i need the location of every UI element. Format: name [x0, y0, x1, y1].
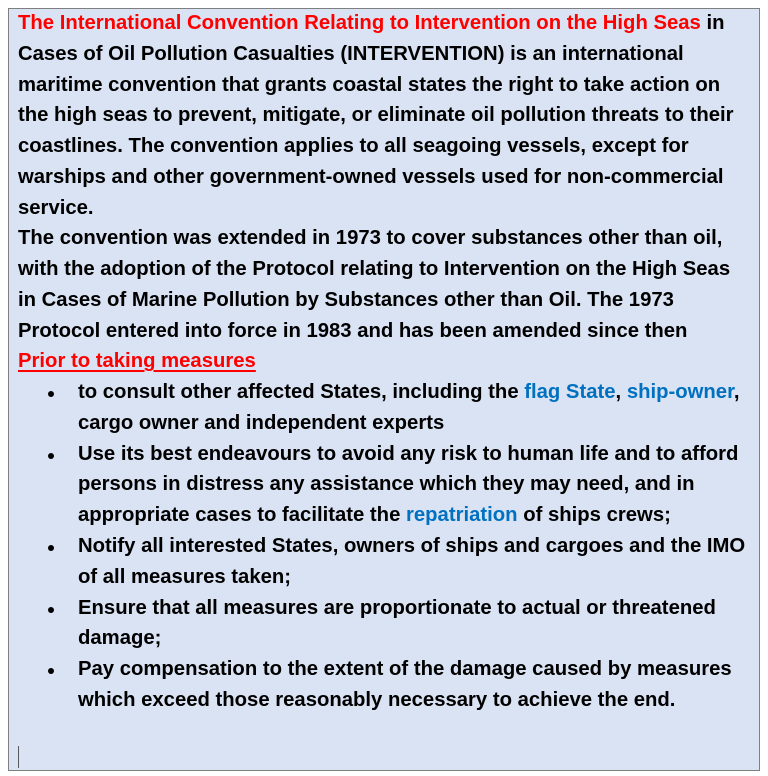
bullet-icon: [48, 607, 54, 613]
text-line: [18, 100, 745, 131]
text-run: of ships crews;: [517, 504, 671, 527]
text-line: [18, 39, 745, 70]
text-run: warships and other government-owned vessels used for non-commercial: [18, 165, 724, 188]
text-line: [18, 223, 745, 254]
text-line: [18, 131, 745, 162]
text-line: [78, 593, 745, 624]
text-run: Ensure that all measures are proportionate to actual or threatened: [78, 596, 716, 619]
text-line: [78, 500, 745, 531]
text-line: [78, 654, 745, 685]
text-line: [18, 316, 745, 347]
measures-heading-text: Prior to taking measures: [18, 350, 256, 373]
text-line: [18, 285, 745, 316]
text-run: maritime convention that grants coastal states the right to take action on: [18, 73, 721, 96]
text-line: [18, 70, 745, 101]
text-line: [78, 531, 745, 562]
bullet-icon: [48, 545, 54, 551]
text-line: [78, 623, 745, 654]
text-line: [78, 377, 745, 408]
text-run: The convention was extended in 1973 to cover substances other than oil,: [18, 227, 723, 250]
term-flag-state: flag State: [524, 381, 616, 404]
intro-paragraph: [18, 8, 745, 223]
text-line: [18, 162, 745, 193]
bullet-icon: [48, 391, 54, 397]
text-line: [78, 685, 745, 716]
text-run: Notify all interested States, owners of ships and cargoes and the IMO: [78, 535, 746, 558]
term-repatriation: repatriation: [406, 504, 518, 527]
term-ship-owner: ship-owner: [626, 381, 734, 404]
measures-heading: [18, 346, 745, 377]
list-item: [18, 593, 745, 655]
list-item: [18, 377, 745, 439]
text-line: [78, 469, 745, 500]
text-line: [78, 408, 745, 439]
text-run: Protocol entered into force in 1983 and has been amended since then: [18, 319, 688, 342]
bullet-icon: [48, 668, 54, 674]
text-run: which exceed those reasonably necessary to achieve the end.: [78, 688, 676, 711]
text-run: damage;: [78, 627, 162, 650]
text-run: in Cases of Marine Pollution by Substances other than Oil. The 1973: [18, 288, 674, 311]
text-line: [78, 439, 745, 470]
text-run: in: [700, 12, 725, 34]
text-run: ,: [733, 381, 740, 404]
text-run: ,: [615, 381, 627, 404]
text-line: [78, 562, 745, 593]
convention-title: The International Convention Relating to Intervention on the High Seas: [18, 12, 701, 34]
list-item: [18, 439, 745, 531]
text-run: appropriate cases to facilitate the: [78, 504, 406, 527]
text-box-content: [18, 8, 745, 716]
text-run: with the adoption of the Protocol relating to Intervention on the High Seas: [18, 258, 731, 281]
text-box[interactable]: [8, 8, 760, 771]
text-run: Pay compensation to the extent of the damage caused by measures: [78, 658, 732, 681]
text-line: [18, 193, 745, 224]
text-run: persons in distress any assistance which they may need, and in: [78, 473, 695, 496]
text-run: coastlines. The convention applies to all seagoing vessels, except for: [18, 135, 689, 158]
list-item: [18, 654, 745, 716]
text-cursor: [18, 746, 19, 768]
text-run: of all measures taken;: [78, 565, 292, 588]
bullet-icon: [48, 453, 54, 459]
text-run: Use its best endeavours to avoid any risk to human life and to afford: [78, 442, 739, 465]
protocol-paragraph: [18, 223, 745, 346]
text-run: the high seas to prevent, mitigate, or eliminate oil pollution threats to their: [18, 104, 734, 127]
text-run: to consult other affected States, including the: [78, 381, 525, 404]
text-run: Cases of Oil Pollution Casualties (INTERVENTION) is an international: [18, 42, 684, 65]
measures-list: [18, 377, 745, 715]
text-line: [18, 8, 745, 39]
text-run: service.: [18, 196, 94, 219]
text-run: cargo owner and independent experts: [78, 411, 445, 434]
list-item: [18, 531, 745, 593]
text-line: [18, 254, 745, 285]
